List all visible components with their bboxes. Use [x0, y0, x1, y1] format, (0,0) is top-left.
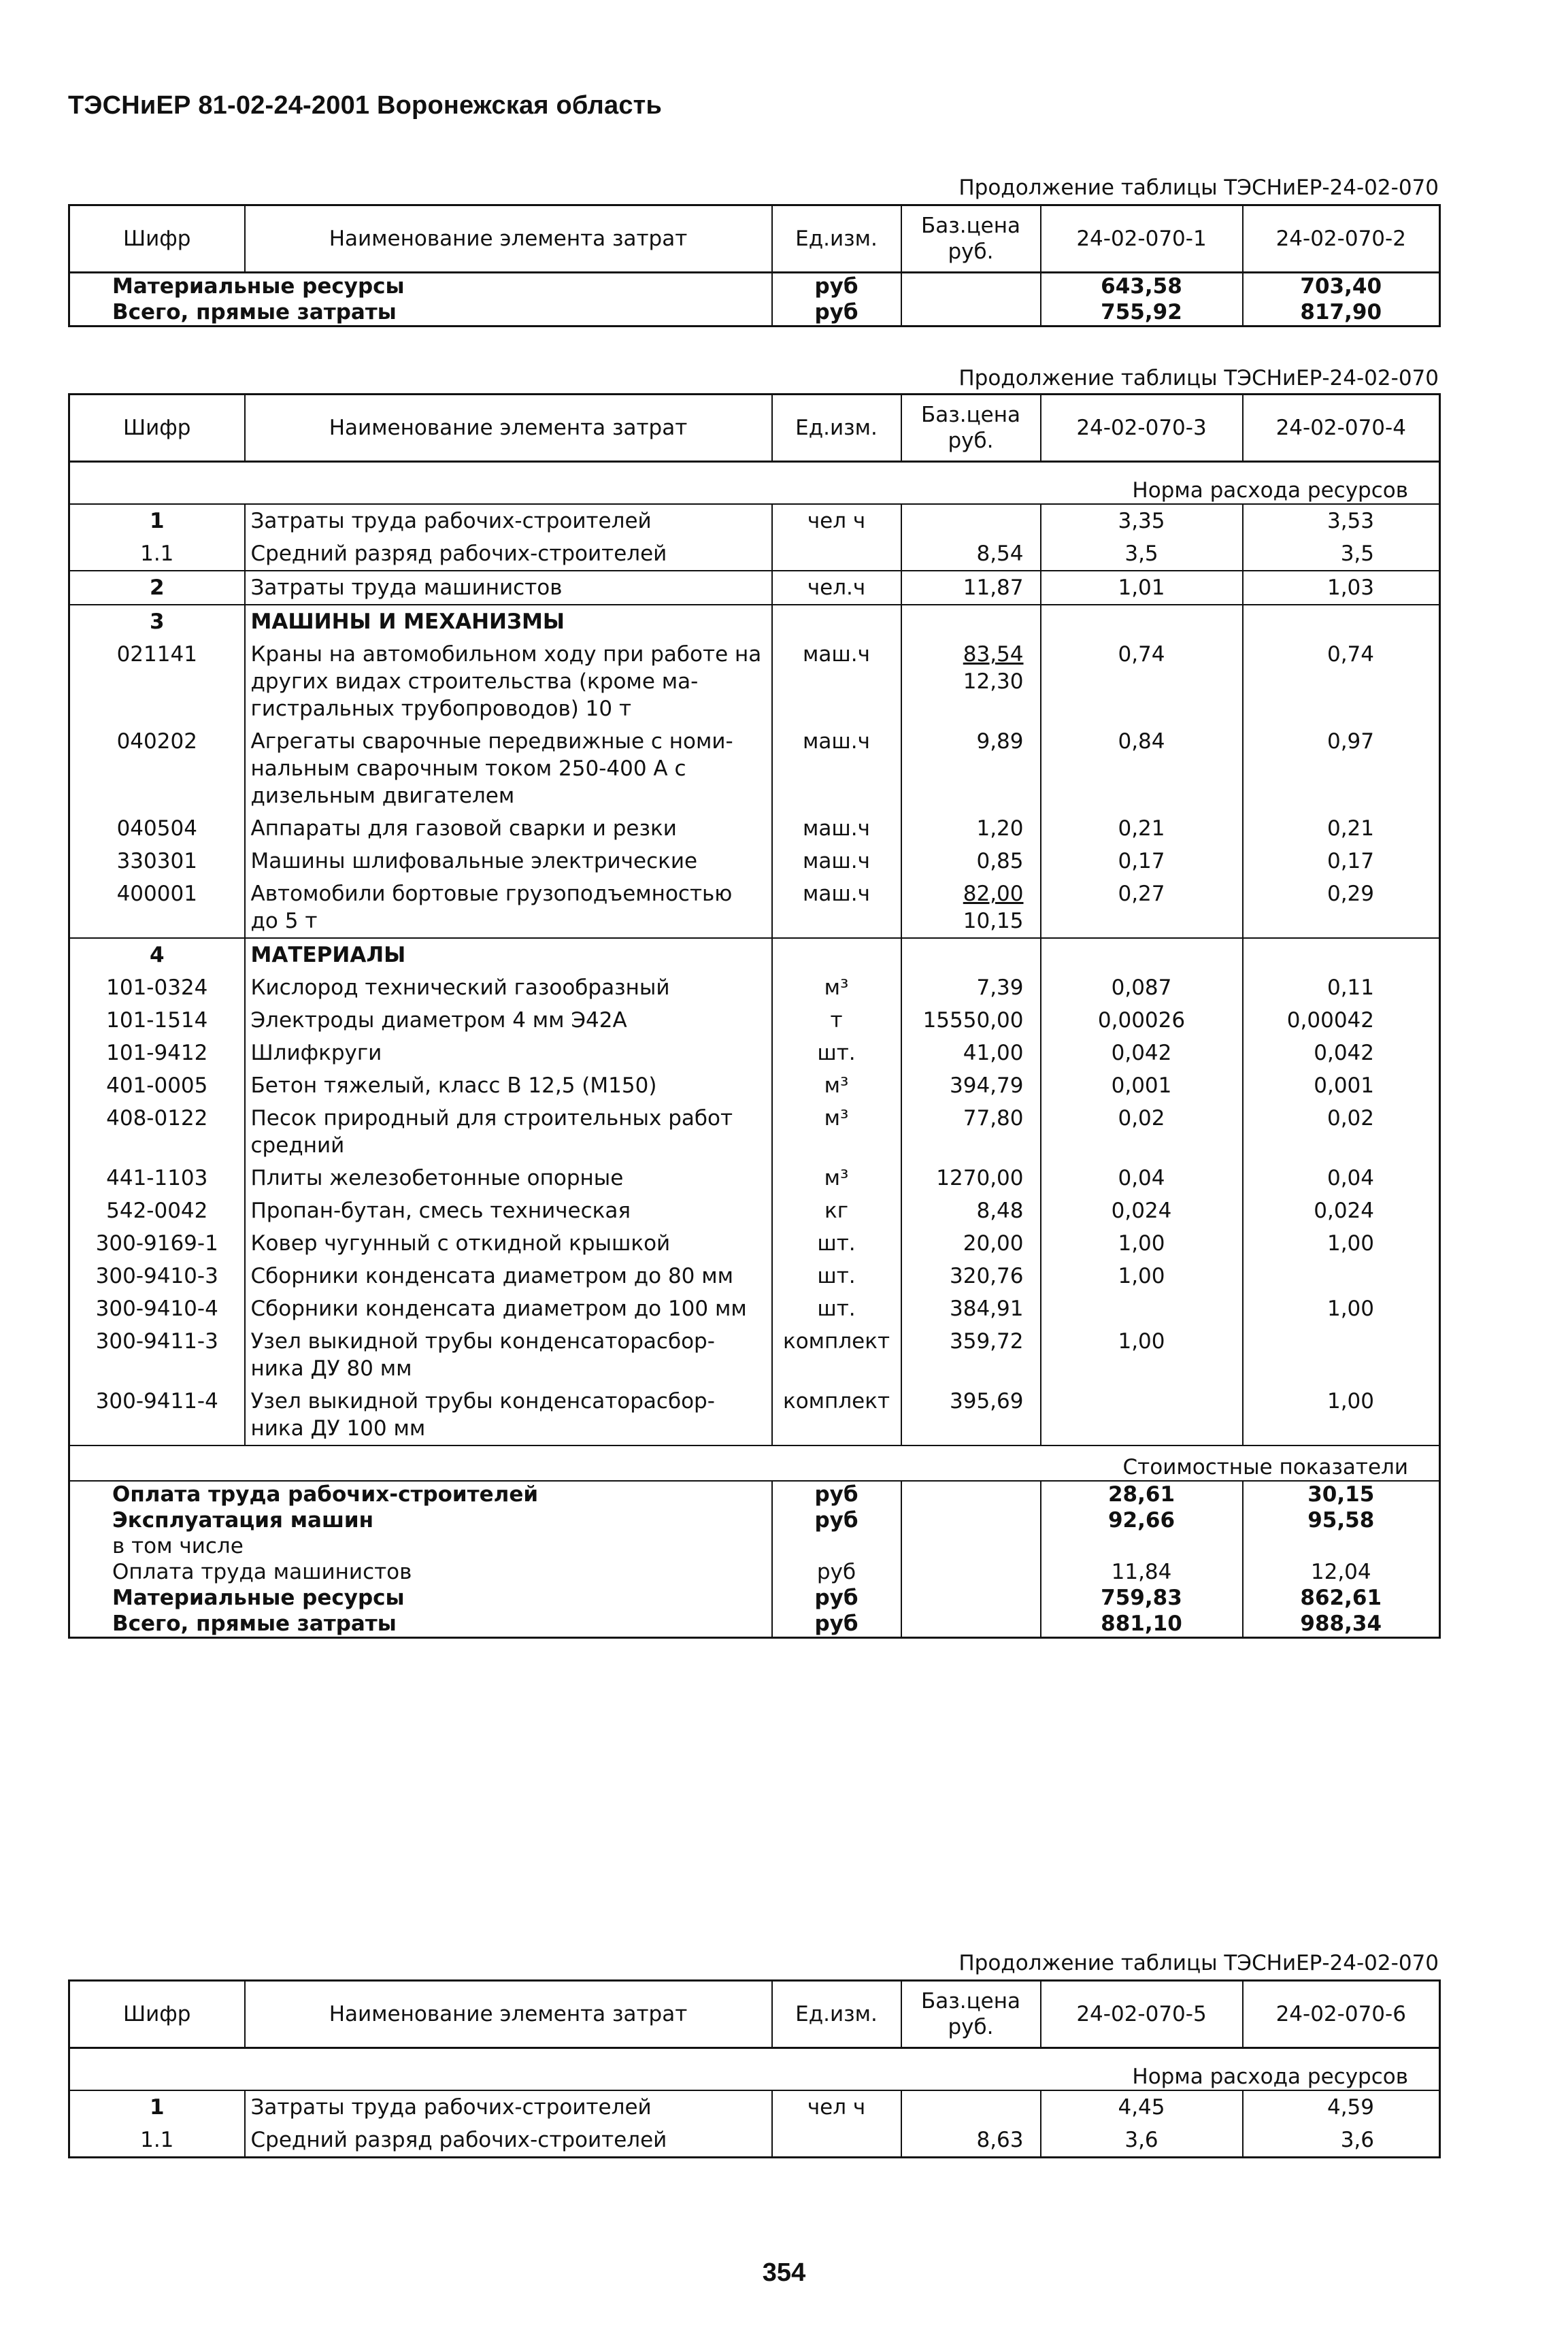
row-unit: руб — [772, 1585, 901, 1611]
row-value-b: 1,00 — [1243, 1292, 1440, 1325]
row-value-b: 703,40 — [1243, 273, 1440, 300]
row-value-b: 1,00 — [1243, 1227, 1440, 1260]
header-col-b: 24-02-070-6 — [1243, 1981, 1440, 2048]
row-code: 300-9411-3 — [69, 1325, 245, 1385]
row-value-b: 95,58 — [1243, 1507, 1440, 1533]
table-row — [69, 1227, 1440, 1260]
row-price: 320,76 — [901, 1260, 1041, 1292]
row-code: 400001 — [69, 878, 245, 938]
table3-header-row — [69, 1981, 1440, 2048]
row-price: 394,79 — [901, 1069, 1041, 1102]
row-code: 1 — [69, 2090, 245, 2124]
row-name: Оплата труда рабочих-строителей — [69, 1481, 772, 1507]
table3 — [68, 1979, 1441, 2158]
row-code: 330301 — [69, 845, 245, 878]
row-unit — [772, 2124, 901, 2158]
row-code: 040504 — [69, 812, 245, 845]
row-value-a: 11,84 — [1041, 1559, 1243, 1585]
row-value-b: 3,53 — [1243, 504, 1440, 537]
row-code: 300-9410-3 — [69, 1260, 245, 1292]
row-name: Узел выкидной трубы конденсаторасбор-ника ДУ 100 мм — [245, 1385, 772, 1445]
row-value-a: 0,84 — [1041, 725, 1243, 812]
table-row — [69, 504, 1440, 537]
header-code: Шифр — [69, 205, 245, 273]
section-header-row — [69, 605, 1440, 638]
table2-continuation: Продолжение таблицы ТЭСНиЕР-24-02-070 — [958, 366, 1439, 390]
row-value-a — [1041, 1385, 1243, 1445]
cost-section-row — [69, 1445, 1440, 1481]
page-number: 354 — [762, 2258, 806, 2287]
row-name: Средний разряд рабочих-строителей — [245, 537, 772, 571]
row-unit: руб — [772, 273, 901, 300]
header-price: Баз.цена руб. — [901, 395, 1041, 462]
row-price: 8,63 — [901, 2124, 1041, 2158]
row-unit: маш.ч — [772, 878, 901, 938]
row-unit: руб — [772, 1611, 901, 1638]
row-price: 20,00 — [901, 1227, 1041, 1260]
row-code: 040202 — [69, 725, 245, 812]
row-value-b — [1243, 1260, 1440, 1292]
row-value-a — [1041, 1292, 1243, 1325]
row-value-b: 0,02 — [1243, 1102, 1440, 1162]
row-name: Краны на автомобильном ходу при работе на других видах строительства (кроме ма-гистральных трубопроводов) 10 т — [245, 638, 772, 725]
row-code: 1.1 — [69, 537, 245, 571]
row-unit: руб — [772, 1507, 901, 1533]
row-unit: м³ — [772, 1069, 901, 1102]
row-value-a: 0,024 — [1041, 1194, 1243, 1227]
row-unit: комплект — [772, 1385, 901, 1445]
table2 — [68, 393, 1441, 1639]
header-unit: Ед.изм. — [772, 395, 901, 462]
table-row — [69, 638, 1440, 725]
row-price: 359,72 — [901, 1325, 1041, 1385]
row-unit — [772, 1533, 901, 1559]
row-name: Средний разряд рабочих-строителей — [245, 2124, 772, 2158]
row-value-a: 759,83 — [1041, 1585, 1243, 1611]
row-name: Ковер чугунный с откидной крышкой — [245, 1227, 772, 1260]
table-row — [69, 1325, 1440, 1385]
row-code: 021141 — [69, 638, 245, 725]
row-code: 2 — [69, 571, 245, 605]
row-value-b: 30,15 — [1243, 1481, 1440, 1507]
table1-continuation: Продолжение таблицы ТЭСНиЕР-24-02-070 — [958, 176, 1439, 200]
row-name: Аппараты для газовой сварки и резки — [245, 812, 772, 845]
header-unit: Ед.изм. — [772, 205, 901, 273]
row-value-a: 0,042 — [1041, 1037, 1243, 1069]
row-code: 300-9410-4 — [69, 1292, 245, 1325]
row-value-b: 988,34 — [1243, 1611, 1440, 1638]
row-price-labor: 10,15 — [963, 909, 1024, 933]
row-price: 395,69 — [901, 1385, 1041, 1445]
row-value-b: 0,001 — [1243, 1069, 1440, 1102]
row-value-b: 0,04 — [1243, 1162, 1440, 1194]
row-name: Электроды диаметром 4 мм Э42А — [245, 1004, 772, 1037]
row-price: 15550,00 — [901, 1004, 1041, 1037]
row-name: Машины шлифовальные электрические — [245, 845, 772, 878]
row-name: Всего, прямые затраты — [69, 1611, 772, 1638]
row-value-b: 0,21 — [1243, 812, 1440, 845]
row-name: Затраты труда машинистов — [245, 571, 772, 605]
row-name: Эксплуатация машин — [69, 1507, 772, 1533]
row-value-a: 3,5 — [1041, 537, 1243, 571]
table-row — [69, 273, 1440, 300]
row-value-a: 3,35 — [1041, 504, 1243, 537]
table-row — [69, 1194, 1440, 1227]
table-row — [69, 845, 1440, 878]
row-value-b: 817,90 — [1243, 299, 1440, 327]
row-name: Сборники конденсата диаметром до 100 мм — [245, 1292, 772, 1325]
row-unit: комплект — [772, 1325, 901, 1385]
row-code: 1 — [69, 504, 245, 537]
row-value-b — [1243, 1533, 1440, 1559]
table-row — [69, 299, 1440, 327]
row-value-a: 0,02 — [1041, 1102, 1243, 1162]
row-price: 7,39 — [901, 971, 1041, 1004]
row-unit: м³ — [772, 1102, 901, 1162]
row-value-b: 0,29 — [1243, 878, 1440, 938]
header-col-a: 24-02-070-5 — [1041, 1981, 1243, 2048]
row-price: 384,91 — [901, 1292, 1041, 1325]
row-name: Песок природный для строительных работ средний — [245, 1102, 772, 1162]
table-row — [69, 1102, 1440, 1162]
row-name: Материальные ресурсы — [69, 273, 772, 300]
section-code: 3 — [69, 605, 245, 638]
row-value-a: 0,21 — [1041, 812, 1243, 845]
row-value-a: 0,17 — [1041, 845, 1243, 878]
header-col-a: 24-02-070-3 — [1041, 395, 1243, 462]
header-name: Наименование элемента затрат — [245, 1981, 772, 2048]
table-row — [69, 2124, 1440, 2158]
table-row — [69, 1292, 1440, 1325]
row-value-a: 755,92 — [1041, 299, 1243, 327]
header-col-b: 24-02-070-4 — [1243, 395, 1440, 462]
row-name: Автомобили бортовые грузоподъемностью до 5 т — [245, 878, 772, 938]
row-name: Затраты труда рабочих-строителей — [245, 2090, 772, 2124]
row-unit: маш.ч — [772, 845, 901, 878]
section-title: МАТЕРИАЛЫ — [245, 938, 772, 971]
row-price: 0,85 — [901, 845, 1041, 878]
row-price: 83,54 — [963, 642, 1024, 667]
norm-section-title: Норма расхода ресурсов — [69, 462, 1440, 505]
row-price-labor: 12,30 — [963, 669, 1024, 694]
row-unit: маш.ч — [772, 638, 901, 725]
section-header-row — [69, 938, 1440, 971]
row-code: 542-0042 — [69, 1194, 245, 1227]
row-name: Кислород технический газообразный — [245, 971, 772, 1004]
row-name: Материальные ресурсы — [69, 1585, 772, 1611]
row-value-b: 3,5 — [1243, 537, 1440, 571]
table-row — [69, 1162, 1440, 1194]
header-code: Шифр — [69, 395, 245, 462]
row-value-a: 28,61 — [1041, 1481, 1243, 1507]
row-price: 82,00 — [963, 882, 1024, 906]
table-row — [69, 1559, 1440, 1585]
table2-header-row — [69, 395, 1440, 462]
row-name: Всего, прямые затраты — [69, 299, 772, 327]
row-unit: руб — [772, 1481, 901, 1507]
row-price: 8,48 — [901, 1194, 1041, 1227]
table-row — [69, 571, 1440, 605]
row-value-a: 1,01 — [1041, 571, 1243, 605]
row-unit: м³ — [772, 1162, 901, 1194]
row-value-a: 0,001 — [1041, 1069, 1243, 1102]
row-code: 300-9411-4 — [69, 1385, 245, 1445]
row-name: Плиты железобетонные опорные — [245, 1162, 772, 1194]
row-value-b: 12,04 — [1243, 1559, 1440, 1585]
row-unit: руб — [772, 299, 901, 327]
row-unit: шт. — [772, 1227, 901, 1260]
row-value-b: 4,59 — [1243, 2090, 1440, 2124]
row-unit: чел ч — [772, 504, 901, 537]
row-unit: шт. — [772, 1260, 901, 1292]
row-code: 441-1103 — [69, 1162, 245, 1194]
row-unit: руб — [772, 1559, 901, 1585]
header-name: Наименование элемента затрат — [245, 395, 772, 462]
row-name: Шлифкруги — [245, 1037, 772, 1069]
row-name: Узел выкидной трубы конденсаторасбор-ника ДУ 80 мм — [245, 1325, 772, 1385]
row-value-a: 1,00 — [1041, 1325, 1243, 1385]
table-row — [69, 1481, 1440, 1507]
row-value-b: 0,11 — [1243, 971, 1440, 1004]
row-code: 1.1 — [69, 2124, 245, 2158]
table-row — [69, 1507, 1440, 1533]
table-row — [69, 878, 1440, 938]
row-value-b — [1243, 1325, 1440, 1385]
row-value-a: 881,10 — [1041, 1611, 1243, 1638]
row-price — [901, 2090, 1041, 2124]
row-code: 300-9169-1 — [69, 1227, 245, 1260]
row-name: Бетон тяжелый, класс В 12,5 (М150) — [245, 1069, 772, 1102]
row-unit: шт. — [772, 1037, 901, 1069]
row-value-b: 0,74 — [1243, 638, 1440, 725]
row-value-a: 0,04 — [1041, 1162, 1243, 1194]
header-unit: Ед.изм. — [772, 1981, 901, 2048]
header-name: Наименование элемента затрат — [245, 205, 772, 273]
row-value-a: 0,087 — [1041, 971, 1243, 1004]
row-value-a: 643,58 — [1041, 273, 1243, 300]
norm-section-row — [69, 462, 1440, 505]
row-unit: т — [772, 1004, 901, 1037]
row-value-b: 0,97 — [1243, 725, 1440, 812]
row-code: 101-1514 — [69, 1004, 245, 1037]
row-name: Агрегаты сварочные передвижные с номи-нальным сварочным током 250-400 А с дизельным двигателем — [245, 725, 772, 812]
row-price: 11,87 — [901, 571, 1041, 605]
table1-header-row — [69, 205, 1440, 273]
row-name: Сборники конденсата диаметром до 80 мм — [245, 1260, 772, 1292]
table-row — [69, 1385, 1440, 1445]
row-price: 8,54 — [901, 537, 1041, 571]
header-price: Баз.цена руб. — [901, 1981, 1041, 2048]
row-value-a — [1041, 1533, 1243, 1559]
row-unit: маш.ч — [772, 725, 901, 812]
row-value-a: 1,00 — [1041, 1260, 1243, 1292]
header-col-b: 24-02-070-2 — [1243, 205, 1440, 273]
table-row — [69, 1069, 1440, 1102]
row-value-b: 0,17 — [1243, 845, 1440, 878]
row-value-b: 0,00042 — [1243, 1004, 1440, 1037]
row-unit — [772, 537, 901, 571]
table-row — [69, 1611, 1440, 1638]
row-code: 101-9412 — [69, 1037, 245, 1069]
row-value-a: 0,74 — [1041, 638, 1243, 725]
row-value-b: 1,03 — [1243, 571, 1440, 605]
header-code: Шифр — [69, 1981, 245, 2048]
row-name: Затраты труда рабочих-строителей — [245, 504, 772, 537]
row-name: в том числе — [69, 1533, 772, 1559]
row-unit: шт. — [772, 1292, 901, 1325]
header-price: Баз.цена руб. — [901, 205, 1041, 273]
row-unit: кг — [772, 1194, 901, 1227]
row-price: 77,80 — [901, 1102, 1041, 1162]
row-price — [901, 504, 1041, 537]
row-value-a: 4,45 — [1041, 2090, 1243, 2124]
row-code: 401-0005 — [69, 1069, 245, 1102]
row-price: 1,20 — [901, 812, 1041, 845]
row-value-b: 3,6 — [1243, 2124, 1440, 2158]
table-row — [69, 537, 1440, 571]
section-title: МАШИНЫ И МЕХАНИЗМЫ — [245, 605, 772, 638]
table3-continuation: Продолжение таблицы ТЭСНиЕР-24-02-070 — [958, 1951, 1439, 1975]
table-row — [69, 1037, 1440, 1069]
section-code: 4 — [69, 938, 245, 971]
table-row — [69, 1004, 1440, 1037]
table-row — [69, 1585, 1440, 1611]
row-value-b: 0,024 — [1243, 1194, 1440, 1227]
row-value-b: 0,042 — [1243, 1037, 1440, 1069]
document-title: ТЭСНиЕР 81-02-24-2001 Воронежская область — [68, 91, 663, 120]
header-col-a: 24-02-070-1 — [1041, 205, 1243, 273]
row-value-a: 1,00 — [1041, 1227, 1243, 1260]
row-unit: м³ — [772, 971, 901, 1004]
row-price: 1270,00 — [901, 1162, 1041, 1194]
row-value-b: 862,61 — [1243, 1585, 1440, 1611]
row-name: Оплата труда машинистов — [69, 1559, 772, 1585]
row-unit: чел ч — [772, 2090, 901, 2124]
row-value-b: 1,00 — [1243, 1385, 1440, 1445]
table-row — [69, 1260, 1440, 1292]
table-row — [69, 1533, 1440, 1559]
norm-section-row — [69, 2048, 1440, 2091]
row-value-a: 0,27 — [1041, 878, 1243, 938]
row-price: 9,89 — [901, 725, 1041, 812]
row-unit: чел.ч — [772, 571, 901, 605]
row-value-a: 3,6 — [1041, 2124, 1243, 2158]
row-name: Пропан-бутан, смесь техническая — [245, 1194, 772, 1227]
row-code: 408-0122 — [69, 1102, 245, 1162]
row-value-a: 92,66 — [1041, 1507, 1243, 1533]
table-row — [69, 971, 1440, 1004]
row-price: 41,00 — [901, 1037, 1041, 1069]
table-row — [69, 725, 1440, 812]
cost-section-title: Стоимостные показатели — [69, 1445, 1440, 1481]
table-row — [69, 2090, 1440, 2124]
table-row — [69, 812, 1440, 845]
row-unit: маш.ч — [772, 812, 901, 845]
row-code: 101-0324 — [69, 971, 245, 1004]
norm-section-title: Норма расхода ресурсов — [69, 2048, 1440, 2091]
row-value-a: 0,00026 — [1041, 1004, 1243, 1037]
table1 — [68, 204, 1441, 327]
